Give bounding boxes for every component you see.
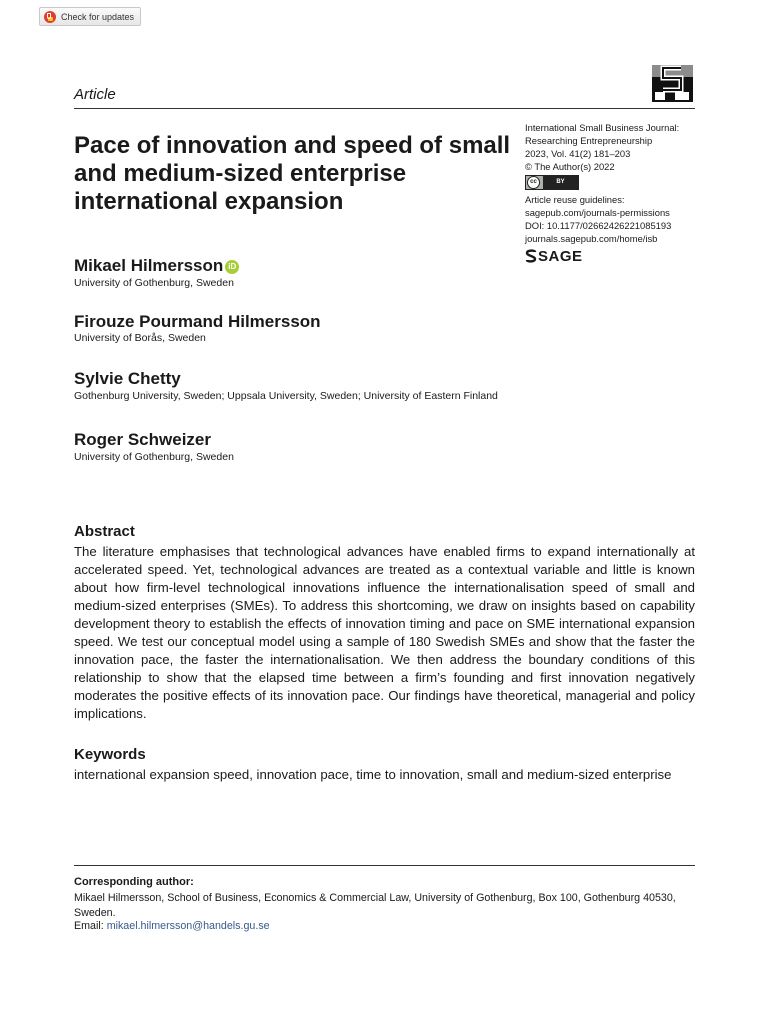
sage-logo xyxy=(525,249,700,263)
journal-home-link[interactable]: journals.sagepub.com/home/isb xyxy=(525,233,658,244)
check-for-updates-label: Check for updates xyxy=(61,11,135,22)
author-name xyxy=(74,256,239,276)
doi-link[interactable]: DOI: 10.1177/02662426221085193 xyxy=(525,220,672,231)
article-type-label: Article xyxy=(74,86,116,103)
abstract-heading: Abstract xyxy=(74,523,135,540)
check-for-updates-button[interactable] xyxy=(39,7,141,26)
article-title: Pace of innovation and speed of small and medium-sized enterprise international expansion xyxy=(74,132,511,215)
orcid-icon[interactable]: iD xyxy=(225,260,239,274)
reuse-link[interactable]: sagepub.com/journals-permissions xyxy=(525,207,670,218)
journal-info xyxy=(525,121,700,263)
copyright-notice: © The Author(s) 2022 xyxy=(525,161,615,172)
author-name: Sylvie Chetty xyxy=(74,369,181,388)
journal-logo-icon xyxy=(651,64,694,103)
corresponding-author-heading: Corresponding author: xyxy=(74,876,194,888)
author-name: Roger Schweizer xyxy=(74,430,211,449)
email-label: Email: xyxy=(74,920,104,932)
header-divider xyxy=(74,108,695,109)
journal-volume: 2023, Vol. 41(2) 181–203 xyxy=(525,148,631,159)
cc-by-icon[interactable]: cc BY xyxy=(525,175,579,190)
reuse-label: Article reuse guidelines: xyxy=(525,194,625,205)
author-name: Firouze Pourmand Hilmersson xyxy=(74,312,321,331)
crossmark-icon xyxy=(44,11,56,23)
author-affiliation: University of Borås, Sweden xyxy=(74,332,206,344)
journal-subtitle: Researching Entrepreneurship xyxy=(525,135,653,146)
author-affiliation: University of Gothenburg, Sweden xyxy=(74,277,234,289)
author-affiliation: Gothenburg University, Sweden; Uppsala University, Sweden; University of Eastern Finland xyxy=(74,390,498,402)
email-link[interactable]: mikael.hilmersson@handels.gu.se xyxy=(106,920,270,932)
corresponding-author-address: Mikael Hilmersson, School of Business, Economics & Commercial Law, University of Gothenburg, Box 100, Gothenburg 40530, Sweden. xyxy=(74,892,676,919)
author-affiliation: University of Gothenburg, Sweden xyxy=(74,451,234,463)
journal-name: International Small Business Journal: xyxy=(525,122,680,133)
email-line xyxy=(74,920,270,932)
author-name-text: Mikael Hilmersson xyxy=(74,256,224,275)
footer-divider xyxy=(74,865,695,866)
keywords-heading: Keywords xyxy=(74,746,146,763)
keywords-text: international expansion speed, innovation pace, time to innovation, small and medium-sized enterprise xyxy=(74,767,672,782)
publisher-name: SAGE xyxy=(538,247,583,265)
sage-mark-icon xyxy=(525,249,537,263)
abstract-text: The literature emphasises that technological advances have enabled firms to expand internationally at accelerated speed. Yet, technological advances are treated as a contextual variable and little is known about how firm-level technological innovations influence the internationalisation speed of small and medium-sized enterprises (SMEs). To address this shortcoming, we draw on insights based on capability development theory to establish the effects of innovation timing and pace on SME international expansion speed. We test our conceptual model using a sample of 180 Swedish SMEs and show that the faster the innovation pace, the faster the internationalisation. We then address the boundary conditions of this relationship to show that the elapsed time between a firm’s founding and first innovation negatively moderates the positive effects of its innovation pace. Our findings have theoretical, managerial and policy implications. xyxy=(74,544,695,721)
